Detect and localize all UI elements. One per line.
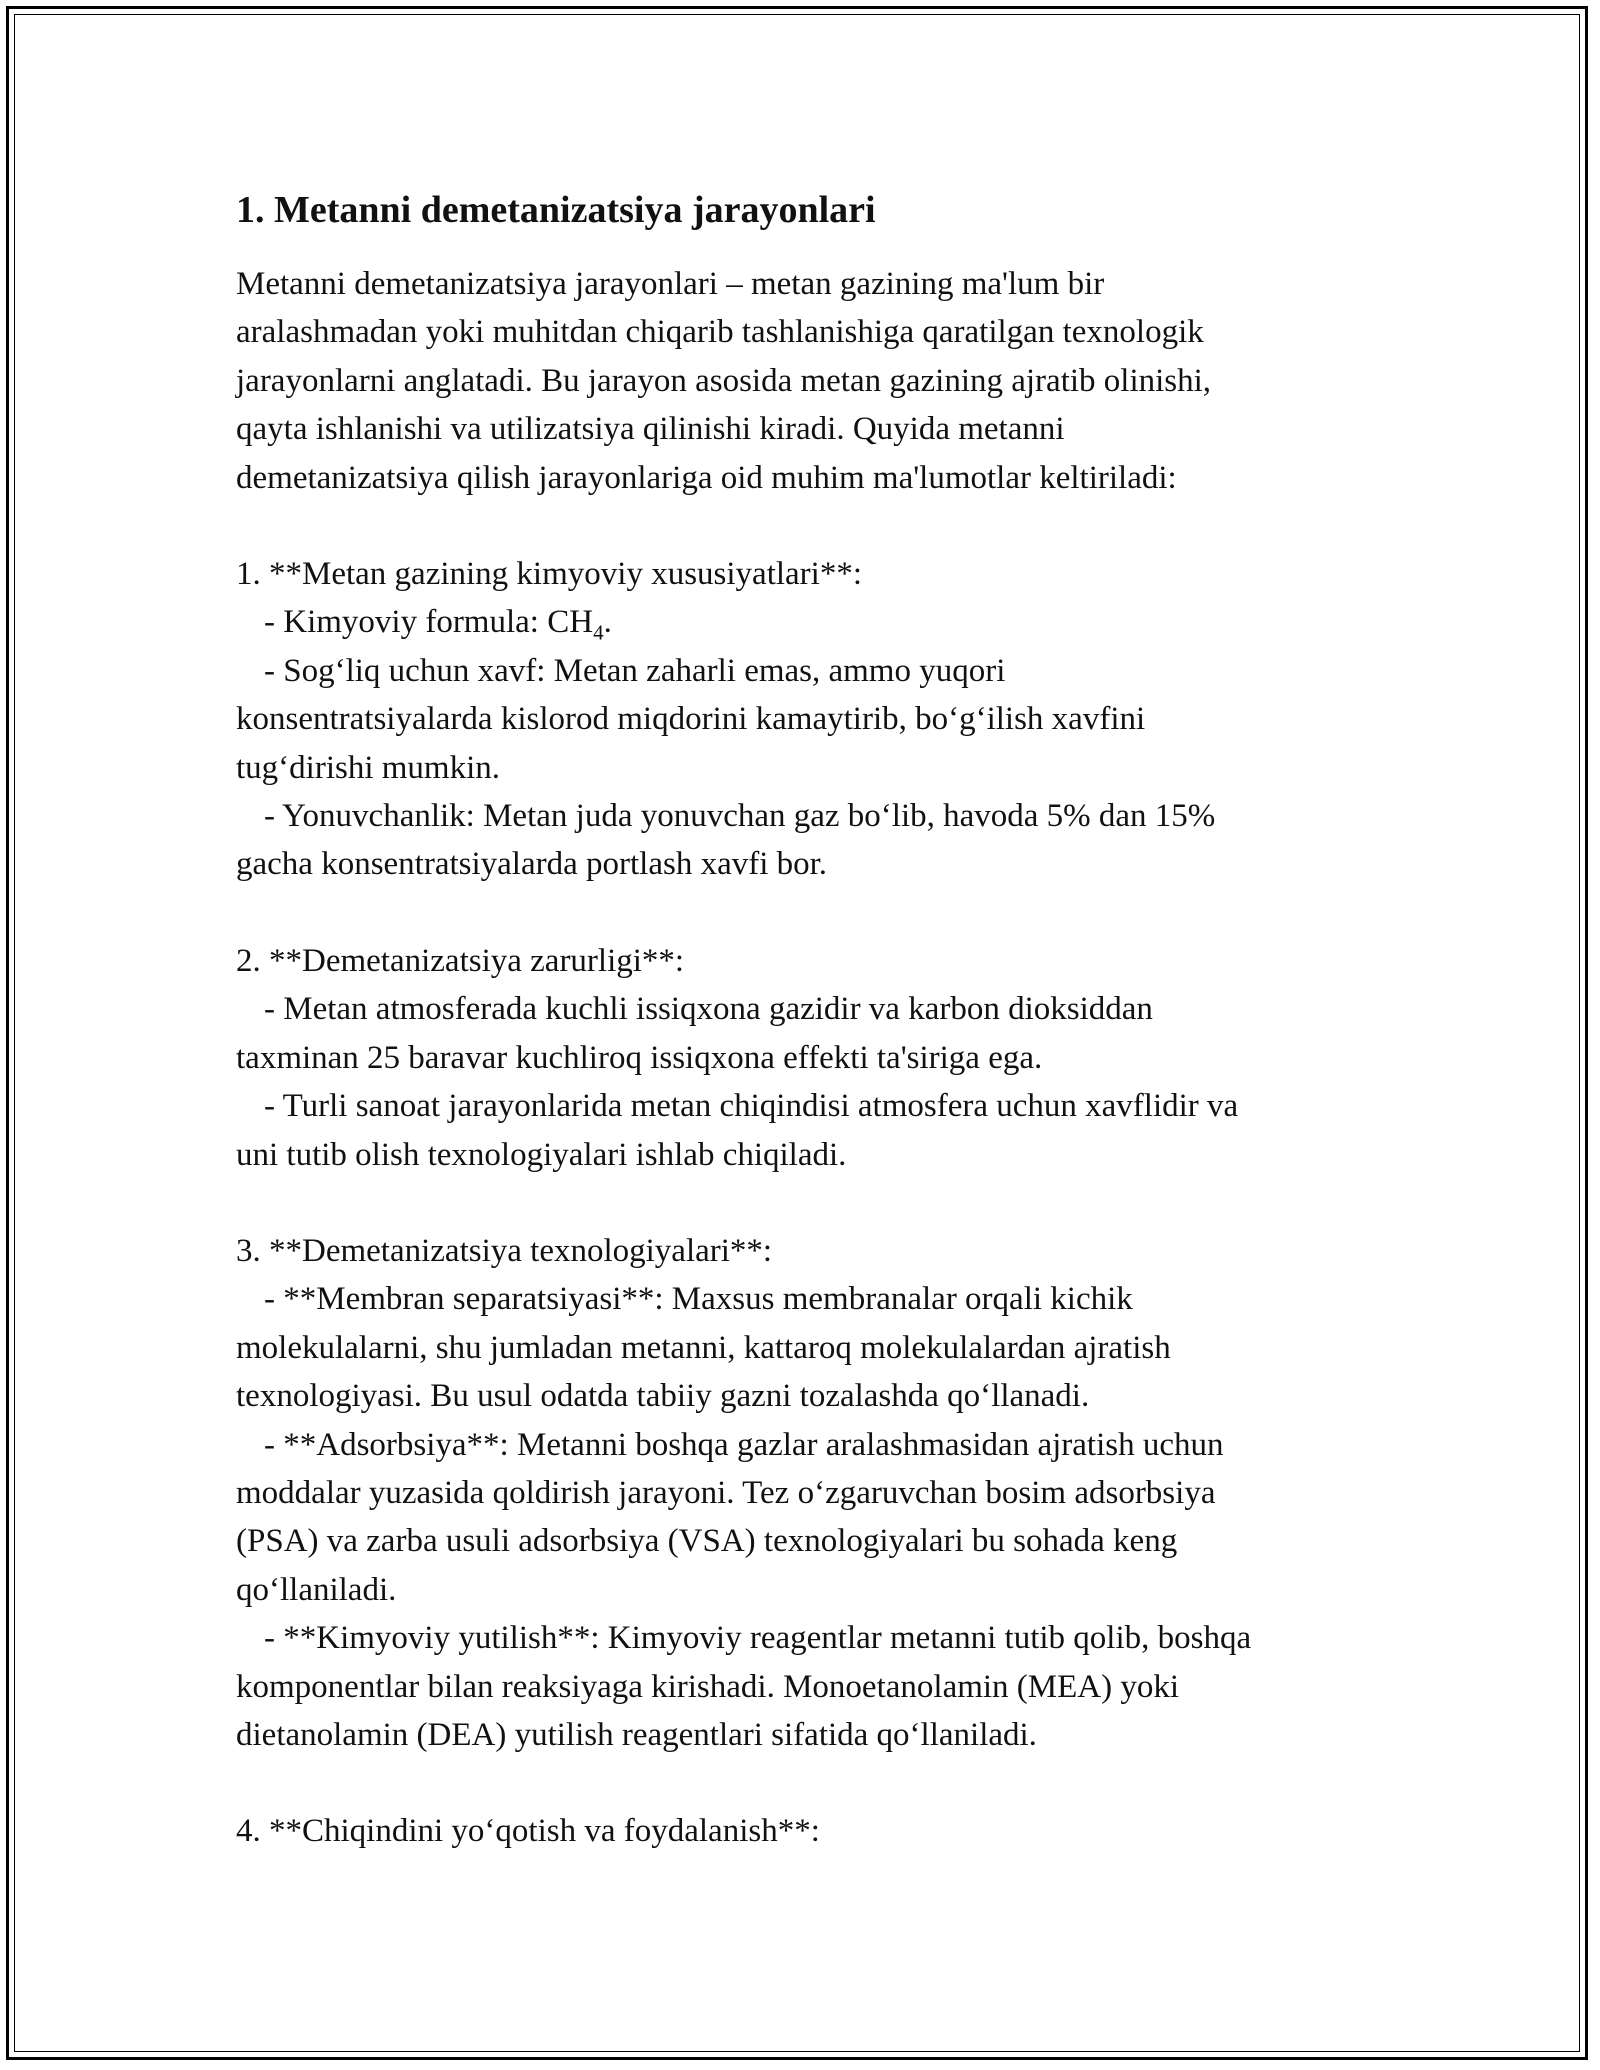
section-line (236, 792, 1376, 840)
section-2 (236, 937, 1376, 1179)
intro-line: aralashmadan yoki muhitdan chiqarib tashlanishiga qaratilgan texnologik (236, 314, 1204, 351)
intro-line: demetanizatsiya qilish jarayonlariga oid muhim ma'lumotlar keltiriladi: (236, 459, 1177, 496)
section-line (236, 985, 1376, 1033)
section-3 (236, 1227, 1376, 1759)
section-line (236, 1275, 1376, 1323)
formula-suffix: . (603, 604, 612, 641)
section-line-text: - **Kimyoviy yutilish**: Kimyoviy reagentlar metanni tutib qolib, boshqa (264, 1620, 1252, 1657)
section-line: qo‘llaniladi. (236, 1571, 397, 1608)
section-line: (PSA) va zarba usuli adsorbsiya (VSA) texnologiyalari bu sohada keng (236, 1523, 1178, 1560)
document-title: 1. Metanni demetanizatsiya jarayonlari (236, 189, 876, 231)
section-heading: 1. **Metan gazining kimyoviy xususiyatlari**: (236, 556, 863, 593)
section-4 (236, 1807, 1376, 1855)
document-body (236, 186, 1376, 1856)
section-line: komponentlar bilan reaksiyaga kirishadi. Monoetanolamin (MEA) yoki (236, 1668, 1180, 1705)
intro-line: jarayonlarni anglatadi. Bu jarayon asosida metan gazining ajratib olinishi, (236, 362, 1212, 399)
formula-text: - Kimyoviy formula: CH (264, 604, 594, 641)
section-heading: 3. **Demetanizatsiya texnologiyalari**: (236, 1232, 773, 1269)
section-line: gacha konsentratsiyalarda portlash xavfi bor. (236, 846, 828, 883)
section-heading: 4. **Chiqindini yo‘qotish va foydalanish**: (236, 1813, 820, 1850)
section-line-text: - Yonuvchanlik: Metan juda yonuvchan gaz bo‘lib, havoda 5% dan 15% (264, 798, 1216, 835)
section-line: moddalar yuzasida qoldirish jarayoni. Tez o‘zgaruvchan bosim adsorbsiya (236, 1474, 1216, 1511)
formula-subscript: 4 (593, 621, 604, 646)
section-line: molekulalarni, shu jumladan metanni, kattaroq molekulalardan ajratish (236, 1329, 1171, 1366)
section-1 (236, 550, 1376, 889)
section-line: dietanolamin (DEA) yutilish reagentlari sifatida qo‘llaniladi. (236, 1716, 1037, 1753)
section-line: taxminan 25 baravar kuchliroq issiqxona effekti ta'siriga ega. (236, 1039, 1043, 1076)
section-line (236, 1082, 1376, 1130)
section-line: konsentratsiyalarda kislorod miqdorini kamaytirib, bo‘g‘ilish xavfini (236, 701, 1146, 738)
intro-line: qayta ishlanishi va utilizatsiya qilinishi kiradi. Quyida metanni (236, 411, 1065, 448)
intro-paragraph (236, 260, 1376, 502)
section-heading: 2. **Demetanizatsiya zarurligi**: (236, 942, 685, 979)
section-line-text: - Turli sanoat jarayonlarida metan chiqindisi atmosfera uchun xavflidir va (264, 1088, 1239, 1125)
section-line: uni tutib olish texnologiyalari ishlab chiqiladi. (236, 1136, 847, 1173)
section-line-text: - Sog‘liq uchun xavf: Metan zaharli emas, ammo yuqori (264, 652, 1006, 689)
section-line-text: - Metan atmosferada kuchli issiqxona gazidir va karbon dioksiddan (264, 991, 1153, 1028)
section-line-text: - **Adsorbsiya**: Metanni boshqa gazlar aralashmasidan ajratish uchun (264, 1426, 1224, 1463)
section-line: tug‘dirishi mumkin. (236, 749, 500, 786)
section-line (236, 1421, 1376, 1469)
intro-line: Metanni demetanizatsiya jarayonlari – metan gazining ma'lum bir (236, 266, 1105, 302)
formula-line (236, 598, 1376, 646)
section-line (236, 1614, 1376, 1662)
section-line (236, 647, 1376, 695)
section-line: texnologiyasi. Bu usul odatda tabiiy gazni tozalashda qo‘llanadi. (236, 1378, 1090, 1415)
section-line-text: - **Membran separatsiyasi**: Maxsus membranalar orqali kichik (264, 1281, 1133, 1318)
